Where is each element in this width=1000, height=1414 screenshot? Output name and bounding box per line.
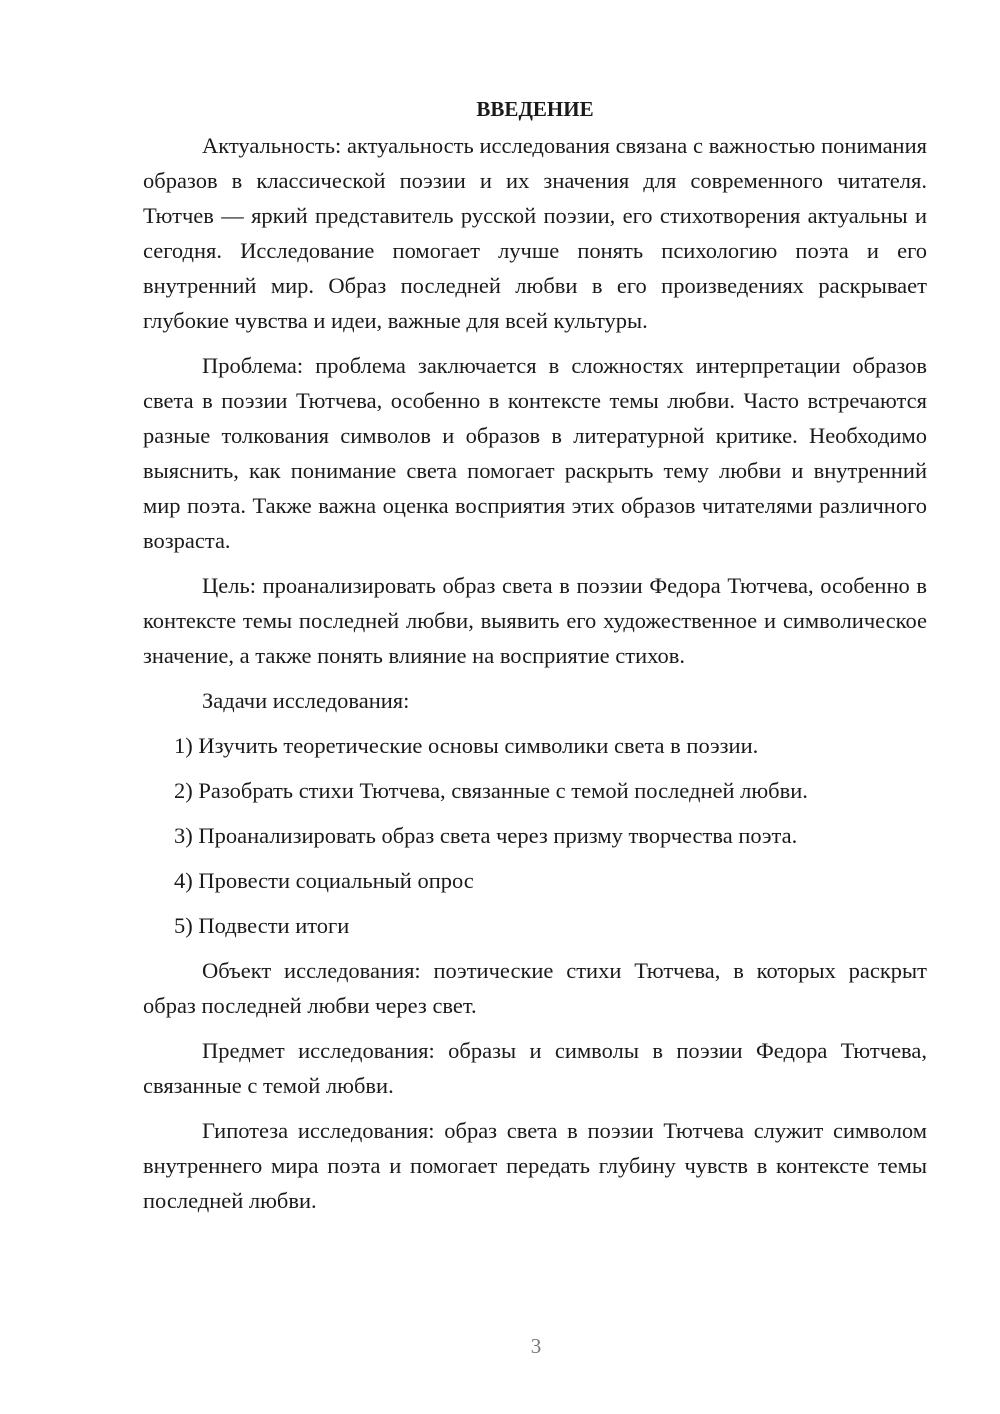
goal-paragraph: Цель: проанализировать образ света в поэзии Федора Тютчева, особенно в контексте темы последней любви, выявить его художественное и символическое значение, а также понять влияние на восприятие стихов. xyxy=(143,573,927,668)
section-title: ВВЕДЕНИЕ xyxy=(476,97,594,121)
page-number: 3 xyxy=(530,1334,542,1358)
relevance-paragraph: Актуальность: актуальность исследования связана с важностью понимания образов в классической поэзии и их значения для современного читателя. Тютчев — яркий представитель русской поэзии, его стихотворения актуальны и сегодня. Исследование помогает лучше понять психологию поэта и его внутренний мир. Образ последней любви в его произведениях раскрывает глубокие чувства и идеи, важные для всей культуры. xyxy=(143,133,927,333)
task-item: 2) Разобрать стихи Тютчева, связанные с темой последней любви. xyxy=(174,778,808,803)
tasks-heading: Задачи исследования: xyxy=(202,688,410,713)
problem-paragraph: Проблема: проблема заключается в сложностях интерпретации образов света в поэзии Тютчева, особенно в контексте темы любви. Часто встречаются разные толкования символов и образов в литературной критике. Необходимо выяснить, как понимание света помогает раскрыть тему любви и внутренний мир поэта. Также важна оценка восприятия этих образов читателями различного возраста. xyxy=(143,353,927,553)
task-item: 1) Изучить теоретические основы символики света в поэзии. xyxy=(174,733,759,758)
document-page xyxy=(143,92,927,1228)
task-item: 5) Подвести итоги xyxy=(174,913,350,938)
task-item: 3) Проанализировать образ света через призму творчества поэта. xyxy=(174,823,798,848)
tasks-list xyxy=(143,728,927,943)
object-paragraph: Объект исследования: поэтические стихи Тютчева, в которых раскрыт образ последней любви через свет. xyxy=(143,958,927,1018)
subject-paragraph: Предмет исследования: образы и символы в поэзии Федора Тютчева, связанные с темой любви. xyxy=(143,1038,927,1098)
hypothesis-paragraph: Гипотеза исследования: образ света в поэзии Тютчева служит символом внутреннего мира поэта и помогает передать глубину чувств в контексте темы последней любви. xyxy=(143,1118,927,1213)
task-item: 4) Провести социальный опрос xyxy=(174,868,474,893)
